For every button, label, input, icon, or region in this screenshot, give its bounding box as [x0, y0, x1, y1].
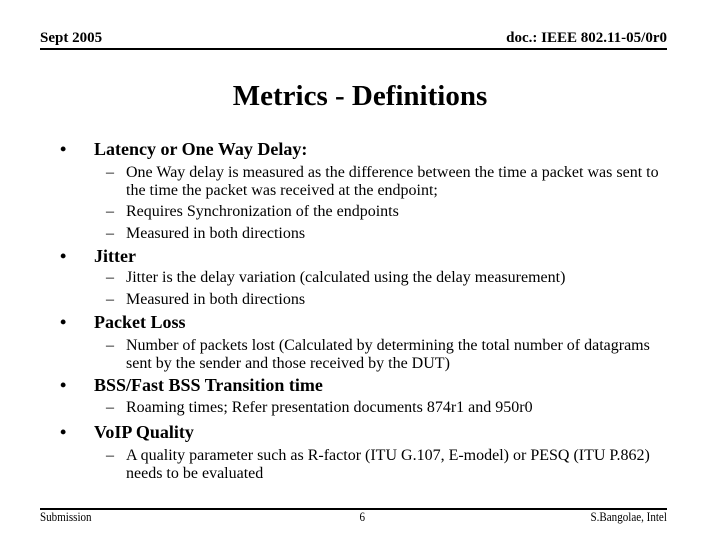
- sub-item: – Number of packets lost (Calculated by determining the total number of datagrams sent by the sender and those received by the DUT): [106, 337, 650, 372]
- sub-item: – A quality parameter such as R-factor (ITU G.107, E-model) or PESQ (ITU P.862) needs to be evaluated: [106, 447, 650, 482]
- sub-item: – Measured in both directions: [106, 291, 306, 308]
- sub-item: – Jitter is the delay variation (calculated using the delay measurement): [106, 269, 566, 286]
- slide-title: Metrics - Definitions: [232, 80, 488, 112]
- sub-item: – Requires Synchronization of the endpoints: [106, 203, 399, 220]
- header-date: Sept 2005: [40, 30, 103, 46]
- sub-item: – One Way delay is measured as the difference between the time a packet was sent to the time the packet was received at the endpoint;: [106, 164, 659, 199]
- bullet-latency: • Latency or One Way Delay:: [60, 139, 308, 159]
- footer-author: S.Bangolae, Intel: [590, 509, 667, 524]
- bullet-voip-quality: • VoIP Quality: [60, 422, 194, 442]
- page-number: 6: [359, 509, 366, 524]
- bullet-jitter: • Jitter: [60, 246, 136, 266]
- footer-submission: Submission: [40, 509, 92, 524]
- header-rule: [40, 48, 667, 50]
- sub-item: – Roaming times; Refer presentation documents 874r1 and 950r0: [106, 399, 533, 416]
- sub-item: – Measured in both directions: [106, 225, 306, 242]
- header-doc-id: doc.: IEEE 802.11-05/0r0: [506, 30, 667, 46]
- bullet-bss-transition: • BSS/Fast BSS Transition time: [60, 375, 323, 395]
- bullet-packet-loss: • Packet Loss: [60, 312, 186, 332]
- footer-rule: [40, 508, 667, 510]
